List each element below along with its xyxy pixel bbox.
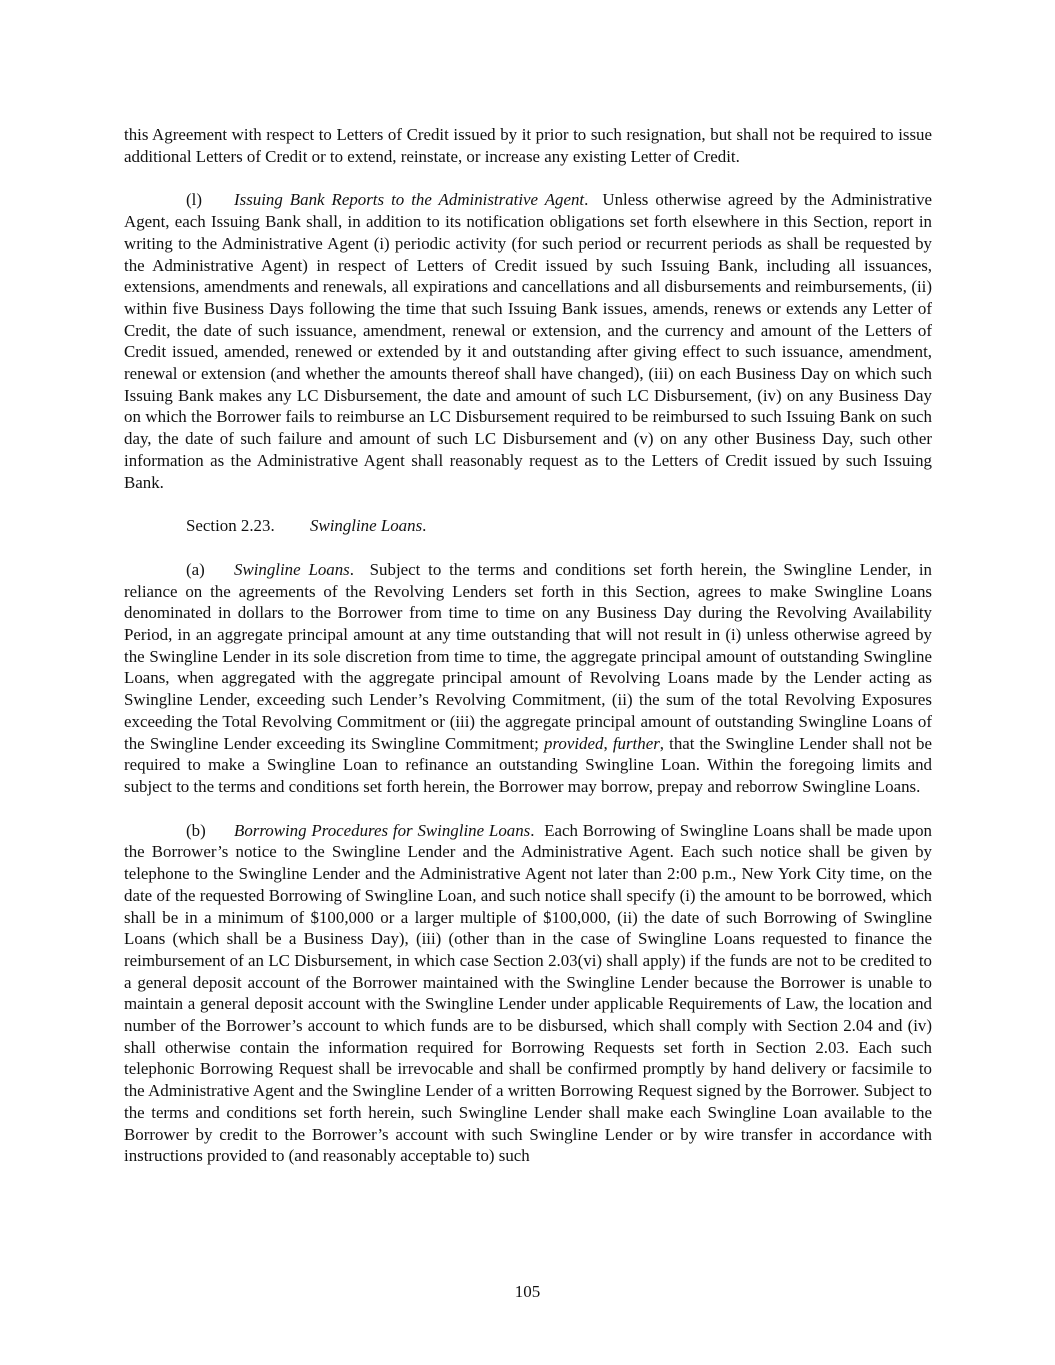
section-number: Section 2.23. — [186, 516, 275, 536]
page-number: 105 — [514, 1282, 541, 1301]
section-heading — [124, 515, 932, 537]
heading-punct: . — [530, 820, 535, 840]
section-title: Swingline Loans — [310, 516, 423, 536]
heading-punct: . — [349, 559, 354, 579]
clause-body-part-1: Subject to the terms and conditions set forth herein, the Swingline Lender, in reliance on the agreements of the Revolving Lenders set forth in this Section, agrees to make Swingline Loans denominated in dollars to the Borrower from time to time on any Business Day during the Revolving Availability Period, in an aggregate principal amount at any time outstanding that will not result in (i) unless otherwise agreed by the Swingline Lender in its sole discretion from time to time, the aggregate principal amount of outstanding Swingline Loans, when aggregated with the aggregate principal amount of Revolving Loans made by the Lender acting as Swingline Lender, exceeding such Lender’s Revolving Commitment, (ii) the sum of the total Revolving Exposures exceeding the Total Revolving Commitment or (iii) the aggregate principal amount of outstanding Swingline Loans of the Swingline Lender exceeding its Swingline Commitment; — [124, 559, 932, 753]
section-title-punct: . — [422, 516, 427, 536]
continuation-paragraph: this Agreement with respect to Letters of Credit issued by it prior to such resignation, but shall not be required to issue additional Letters of Credit or to extend, reinstate, or increase any existing Letter of Credit. — [124, 125, 932, 166]
clause-label: (a) — [186, 559, 205, 579]
comma: , — [603, 733, 613, 753]
clause-body-part-2: , that the Swingline Lender shall not be required to make a Swingline Loan to refinance an outstanding Swingline Loan. Within the foregoing limits and subject to the terms and conditions set forth herein, the Borrower may borrow, prepay and reborrow Swingline Loans. — [124, 733, 932, 796]
clause-body: Each Borrowing of Swingline Loans shall be made upon the Borrower’s notice to the Swingline Lender and the Administrative Agent. Each such notice shall be given by telephone to the Swingline Lender and the Administrative Agent not later than 2:00 p.m., New York City time, on the date of the requested Borrowing of Swingline Loan, and such notice shall specify (i) the amount to be borrowed, which shall be in a minimum of $100,000 or a larger multiple of $100,000, (ii) the date of such Borrowing of Swingline Loans (which shall be a Business Day), (iii) (other than in the case of Swingline Loans requested to finance the reimbursement of an LC Disbursement, in which case Section 2.03(vi) shall apply) if the funds are not to be credited to a general deposit account of the Borrower maintained with the Swingline Lender because the Borrower is unable to maintain a general deposit account with the Swingline Lender under applicable Requirements of Law, the location and number of the Borrower’s account to which funds are to be disbursed, which shall comply with Section 2.04 and (iv) shall otherwise contain the information required for Borrowing Requests set forth in Section 2.03. Each such telephonic Borrowing Request shall be irrevocable and shall be confirmed promptly by hand delivery or facsimile to the Administrative Agent and the Swingline Lender of a written Borrowing Request signed by the Borrower. Subject to the terms and conditions set forth herein, such Swingline Lender shall make each Swingline Loan available to the Borrower by credit to the Borrower’s account with such Swingline Lender or by wire transfer in accordance with instructions provided to (and reasonably acceptable to) such — [124, 820, 933, 1166]
clause-body: Unless otherwise agreed by the Administrative Agent, each Issuing Bank shall, in addition to its notification obligations set forth elsewhere in this Section, report in writing to the Administrative Agent (i) periodic activity (for such period or recurrent periods as shall be requested by the Administrative Agent) in respect of Letters of Credit issued by such Issuing Bank, including all issuances, extensions, amendments and renewals, all expirations and cancellations and all disbursements and reimbursements, (ii) within five Business Days following the time that such Issuing Bank issues, amends, renews or extends any Letter of Credit, the date of such issuance, amendment, renewal or extension, and the currency and amount of the Letters of Credit issued, amended, renewed or extended by it and outstanding after giving effect to such issuance, amendment, renewal or extension (and whether the amounts thereof shall have changed), (iii) on each Business Day on which such Issuing Bank makes any LC Disbursement, the date and amount of such LC Disbursement, (iv) on any Business Day on which the Borrower fails to reimburse an LC Disbursement required to be reimbursed to such Issuing Bank on such day, the date of such failure and amount of such LC Disbursement and (v) on any other Business Day, such other information as the Administrative Agent shall reasonably request as to the Letters of Credit issued by such Issuing Bank. — [124, 190, 933, 492]
clause-label: (l) — [186, 190, 202, 210]
paragraph-a-swingline-loans — [124, 559, 932, 798]
clause-heading: Swingline Loans — [234, 559, 350, 579]
clause-heading: Borrowing Procedures for Swingline Loans — [234, 820, 531, 840]
further-term: further — [612, 733, 660, 753]
heading-punct: . — [584, 190, 589, 210]
clause-label: (b) — [186, 820, 206, 840]
document-page — [124, 124, 932, 1189]
clause-heading: Issuing Bank Reports to the Administrative Agent — [234, 190, 585, 210]
provided-term: provided — [544, 733, 604, 753]
paragraph-b-borrowing-procedures — [124, 820, 932, 1167]
paragraph-l-issuing-bank-reports — [124, 189, 932, 493]
